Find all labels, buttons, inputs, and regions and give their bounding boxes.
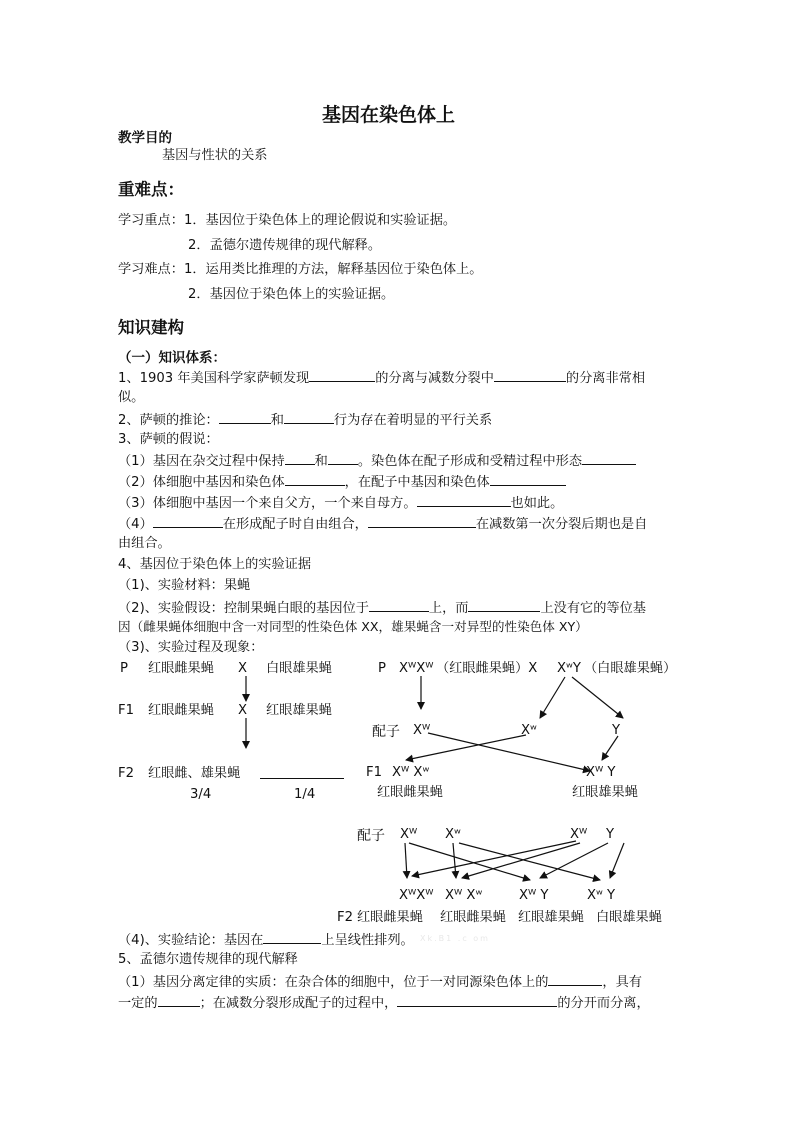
item-3-line: 3、萨顿的假说：: [118, 432, 219, 447]
right-f2-label: F2: [337, 910, 353, 925]
right-gamete-6: Xᵂ: [570, 827, 588, 842]
right-f2-genotype-4: Xʷ Y: [587, 888, 616, 903]
left-f1-male: 红眼雄果蝇: [266, 703, 332, 718]
watermark: Xk.B1 .c om: [420, 934, 490, 943]
item-3-2-text-b: ，在配子中基因和染色体: [344, 475, 490, 490]
item-3-4-text-b: 在形成配子时自由组合，: [222, 517, 368, 532]
right-gamete-2: Xʷ: [521, 723, 537, 738]
item-3-4-cont: 由组合。: [118, 536, 171, 551]
item-4-3-line: （3)、实验过程及现象：: [118, 640, 264, 655]
left-ratio-a: 3/4: [190, 787, 212, 802]
item-3-2-text-a: （2）体细胞中基因和染色体: [118, 475, 285, 490]
left-p-female: 红眼雌果蝇: [148, 661, 214, 676]
arrow-male-to-gamete-y: [572, 677, 623, 718]
item-4-2-text-c: 上没有它的等位基: [540, 601, 646, 616]
item-5-2-text-c: 的分开而分离，: [557, 996, 650, 1011]
item-2-text-a: 2、萨顿的推论：: [118, 413, 219, 428]
item-4-4-text-a: （4)、实验结论：基因在: [118, 933, 264, 948]
right-gamete-4: Xᵂ: [400, 827, 418, 842]
arrow-g-xw-to-f1-female-2: [406, 735, 526, 760]
item-2-text-c: 行为存在着明显的平行关系: [333, 413, 493, 428]
item-3-4-text-a: （4）: [118, 517, 153, 532]
right-p-male-name: （白眼雄果蝇）: [584, 661, 677, 676]
item-1-text-c: 的分离非常相: [565, 371, 646, 386]
page-title: 基因在染色体上: [322, 104, 456, 126]
right-gamete-5: Xʷ: [445, 827, 461, 842]
item-1-text-a: 1、1903 年美国科学家萨顿发现: [118, 371, 310, 386]
item-3-1-text-a: （1）基因在杂交过程中保持: [118, 454, 285, 469]
right-p-female-genotype: XᵂXᵂ: [399, 661, 434, 676]
left-p-male: 白眼雄果蝇: [266, 661, 332, 676]
right-f2-genotype-2: Xᵂ Xʷ: [445, 888, 483, 903]
knowledge-heading: 知识建构: [118, 318, 184, 337]
right-f2-genotype-3: Xᵂ Y: [519, 888, 549, 903]
item-5-2-text-b: ；在减数分裂形成配子的过程中，: [199, 996, 398, 1011]
item-5-line: 5、孟德尔遗传规律的现代解释: [118, 952, 298, 967]
item-3-3-text-a: （3）体细胞中基因一个来自父方，一个来自母方。: [118, 496, 417, 511]
blank[interactable]: [263, 929, 321, 944]
item-4-2-text-b: 上，而: [428, 601, 469, 616]
right-gamete-1: Xᵂ: [413, 723, 431, 738]
right-p-female-name: （红眼雌果蝇）X: [436, 661, 538, 676]
item-5-1-text-a: （1）基因分离定律的实质：在杂合体的细胞中，位于一对同源染色体上的: [118, 975, 549, 990]
right-f2-genotype-1: XᵂXᵂ: [399, 888, 434, 903]
left-f1-label: F1: [118, 703, 134, 718]
teaching-goal-text: 基因与性状的关系: [162, 148, 268, 163]
left-p-label: P: [120, 661, 128, 676]
left-f1-female: 红眼雌果蝇: [148, 703, 214, 718]
item-5-2-text-a: 一定的: [118, 996, 158, 1011]
right-f2-name-2: 红眼雌果蝇: [440, 910, 506, 925]
item-5-1-line: [118, 971, 642, 993]
difficulty-label: 学习难点：: [118, 262, 184, 277]
knowledge-system-heading: （一）知识体系：: [118, 350, 226, 366]
focus-item-1: 1．基因位于染色体上的理论假说和实验证据。: [183, 213, 457, 228]
teaching-goal-heading: 教学目的: [118, 130, 172, 146]
right-f1-female-genotype: Xᵂ Xʷ: [392, 765, 430, 780]
left-cross-sign-2: X: [238, 703, 248, 718]
item-2-text-b: 和: [270, 413, 284, 428]
item-3-1-text-b: 和: [314, 454, 328, 469]
left-cross-sign-1: X: [238, 661, 248, 676]
right-gamete-7: Y: [606, 827, 615, 842]
item-5-1-text-b: ，具有: [602, 975, 642, 990]
item-4-2-cont: 因（雌果蝇体细胞中含一对同型的性染色体 XX，雄果蝇含一对异型的性染色体 XY）: [118, 619, 588, 634]
item-1-cont: 似。: [118, 390, 145, 405]
arrow-g-y-to-f1-male: [602, 736, 618, 760]
focus-label: 学习重点：: [118, 213, 184, 228]
right-f1-male-genotype: Xᵂ Y: [586, 765, 616, 780]
right-gamete-label: 配子: [372, 724, 400, 740]
item-3-1-text-c: 。染色体在配子形成和受精过程中形态: [357, 454, 583, 469]
right-gamete-3: Y: [612, 723, 621, 738]
right-f1-male-name: 红眼雄果蝇: [572, 785, 638, 800]
arrow-f2-8: [610, 843, 624, 878]
right-f1-female-name: 红眼雌果蝇: [377, 785, 443, 800]
item-1-text-b: 的分离与减数分裂中: [375, 371, 494, 386]
blank[interactable]: [397, 992, 557, 1007]
blank[interactable]: [548, 971, 602, 986]
item-4-4-line: [118, 929, 414, 951]
right-f2-name-3: 红眼雄果蝇: [518, 910, 584, 925]
difficulty-item-1: 1．运用类比推理的方法，解释基因位于染色体上。: [183, 262, 483, 277]
arrow-f2-5: [412, 841, 576, 876]
right-p-male-genotype: XʷY: [557, 661, 581, 676]
item-4-4-text-b: 上呈线性排列。: [321, 933, 414, 948]
right-f2-name-4: 白眼雄果蝇: [596, 910, 662, 925]
item-3-3-text-b: 也如此。: [510, 496, 564, 511]
left-f2-text: 红眼雌、雄果蝇: [148, 766, 241, 781]
item-4-1-line: （1)、实验材料：果蝇: [118, 578, 251, 593]
item-3-4-text-c: 在减数第一次分裂后期也是自: [475, 517, 648, 532]
item-4-2-text-a: （2)、实验假设：控制果蝇白眼的基因位于: [118, 601, 369, 616]
right-gamete2-label: 配子: [357, 828, 385, 844]
right-p-label: P: [378, 661, 386, 676]
right-f1-label: F1: [366, 765, 382, 780]
left-f2-label: F2: [118, 766, 134, 781]
arrow-f2-1: [405, 843, 407, 878]
arrow-f2-3: [453, 843, 456, 878]
key-points-heading: 重难点：: [118, 180, 184, 199]
arrow-male-to-gamete-xw: [540, 677, 565, 718]
left-ratio-b: 1/4: [294, 787, 316, 802]
difficulty-item-2: 2．基因位于染色体上的实验证据。: [188, 287, 395, 302]
focus-item-2: 2．孟德尔遗传规律的现代解释。: [188, 238, 382, 253]
item-4-line: 4、基因位于染色体上的实验证据: [118, 557, 312, 572]
arrow-f2-2: [409, 843, 530, 880]
right-f2-name-1: 红眼雌果蝇: [357, 910, 423, 925]
blank[interactable]: [158, 992, 200, 1007]
item-5-2-line: [118, 992, 650, 1014]
